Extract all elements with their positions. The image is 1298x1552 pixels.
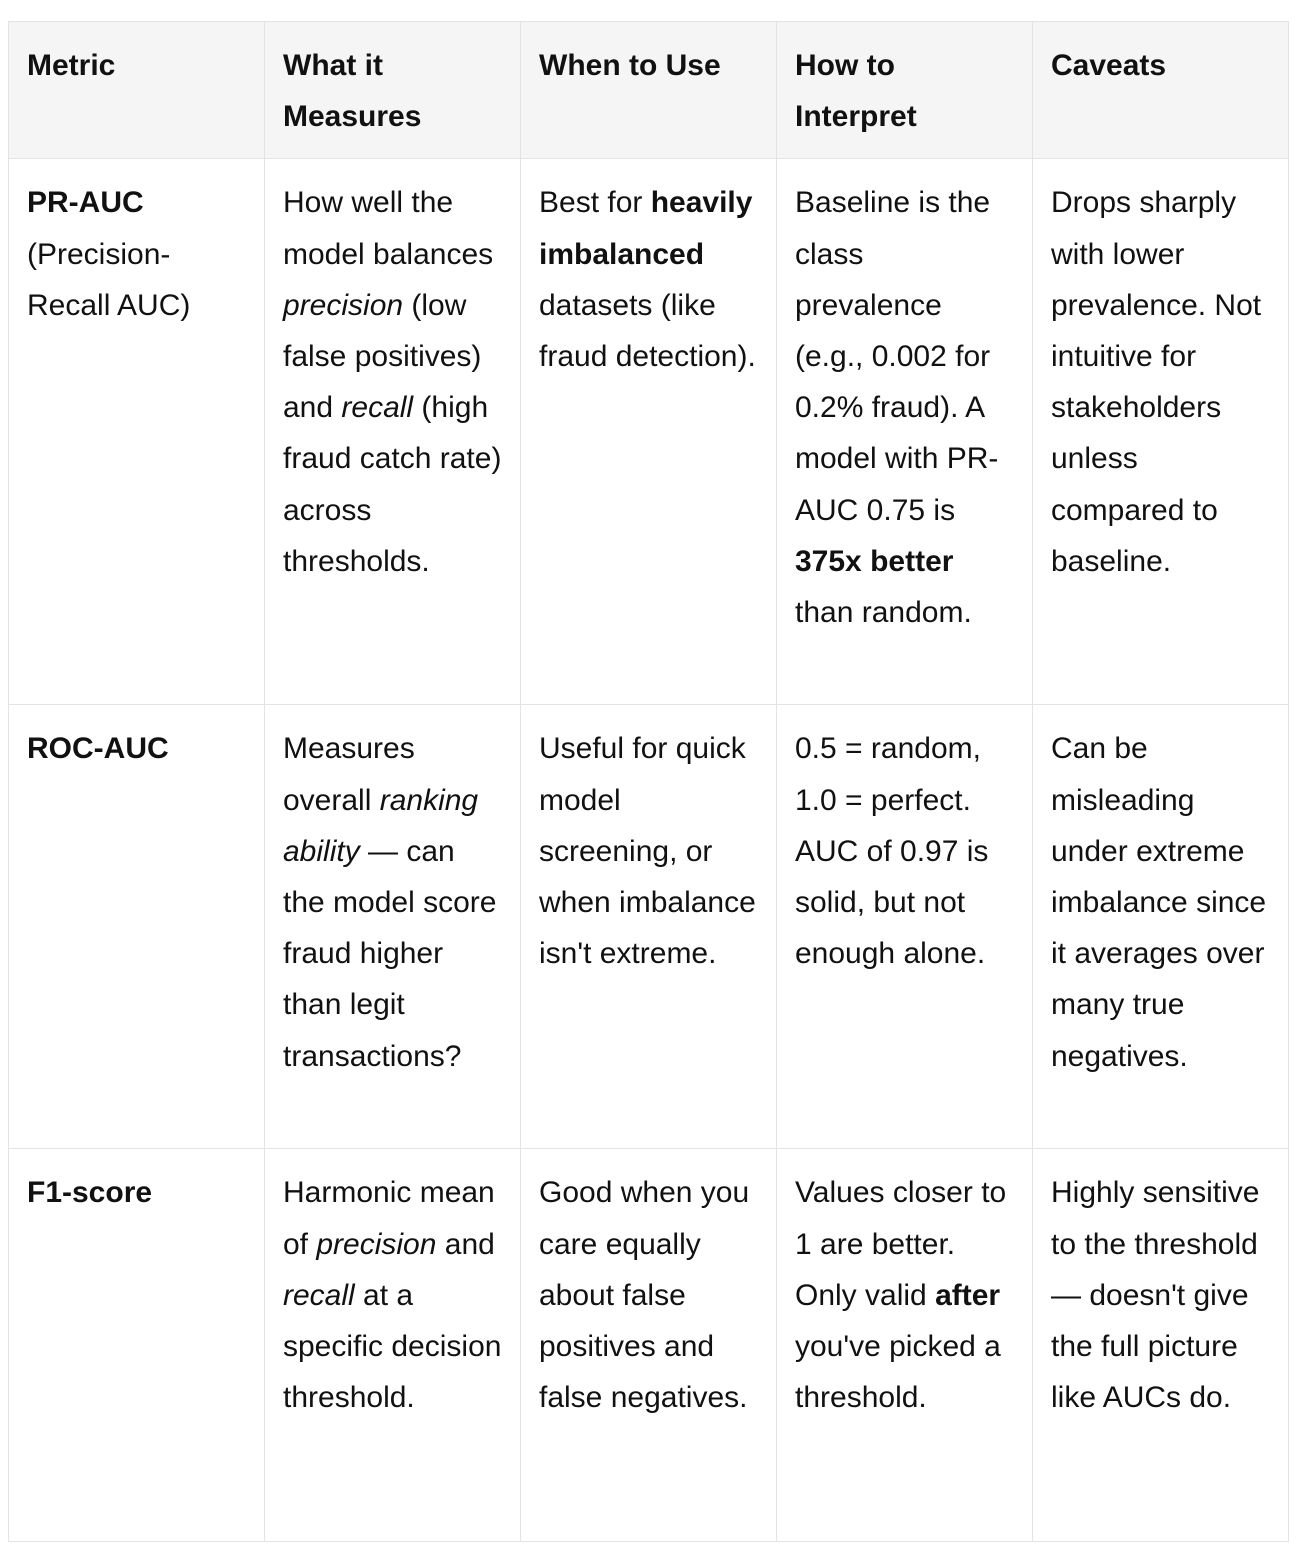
header-what-it-measures: What it Measures xyxy=(265,22,521,159)
emphasis-recall: recall xyxy=(341,391,414,425)
metric-name: F1-score xyxy=(27,1176,153,1210)
measures-cell: Harmonic mean of precision and recall at a specific decision threshold. xyxy=(265,1149,521,1542)
when-cell: Best for heavily imbalanced datasets (like fraud detection). xyxy=(521,159,777,705)
interpret-cell: Baseline is the class prevalence (e.g., 0.002 for 0.2% fraud). A model with PR-AUC 0.75 is 375x better than random. xyxy=(777,159,1033,705)
metric-cell xyxy=(9,159,265,705)
emphasis-recall: recall xyxy=(283,1278,355,1312)
emphasis-ranking-ability: ranking ability xyxy=(283,783,479,868)
metric-name: ROC-AUC xyxy=(27,732,169,766)
metric-cell xyxy=(9,1149,265,1542)
table-row-f1-score xyxy=(9,1149,1289,1542)
caveats-cell: Highly sensitive to the threshold — doesn't give the full picture like AUCs do. xyxy=(1033,1149,1289,1542)
header-caveats: Caveats xyxy=(1033,22,1289,159)
header-when-to-use: When to Use xyxy=(521,22,777,159)
caveats-cell: Drops sharply with lower prevalence. Not intuitive for stakeholders unless compared to baseline. xyxy=(1033,159,1289,705)
emphasis-precision: precision xyxy=(316,1227,437,1261)
caveats-cell: Can be misleading under extreme imbalance since it averages over many true negatives. xyxy=(1033,705,1289,1149)
emphasis-precision: precision xyxy=(283,288,404,322)
emphasis-heavily-imbalanced: heavily imbalanced xyxy=(539,186,753,271)
metric-full-name: (Precision-Recall AUC) xyxy=(27,237,191,322)
when-cell: Good when you care equally about false positives and false negatives. xyxy=(521,1149,777,1542)
emphasis-375x-better: 375x better xyxy=(795,544,954,578)
table-header-row xyxy=(9,22,1289,159)
metrics-comparison-table xyxy=(8,21,1289,1542)
emphasis-after: after xyxy=(935,1278,1001,1312)
table-row-pr-auc xyxy=(9,159,1289,705)
measures-cell: How well the model balances precision (low false positives) and recall (high fraud catch rate) across thresholds. xyxy=(265,159,521,705)
measures-cell: Measures overall ranking ability — can the model score fraud higher than legit transactions? xyxy=(265,705,521,1149)
header-metric: Metric xyxy=(9,22,265,159)
metric-cell xyxy=(9,705,265,1149)
interpret-cell: 0.5 = random, 1.0 = perfect. AUC of 0.97 is solid, but not enough alone. xyxy=(777,705,1033,1149)
header-how-to-interpret: How to Interpret xyxy=(777,22,1033,159)
table-row-roc-auc xyxy=(9,705,1289,1149)
when-cell: Useful for quick model screening, or when imbalance isn't extreme. xyxy=(521,705,777,1149)
metric-name: PR-AUC xyxy=(27,186,144,220)
interpret-cell: Values closer to 1 are better. Only valid after you've picked a threshold. xyxy=(777,1149,1033,1542)
